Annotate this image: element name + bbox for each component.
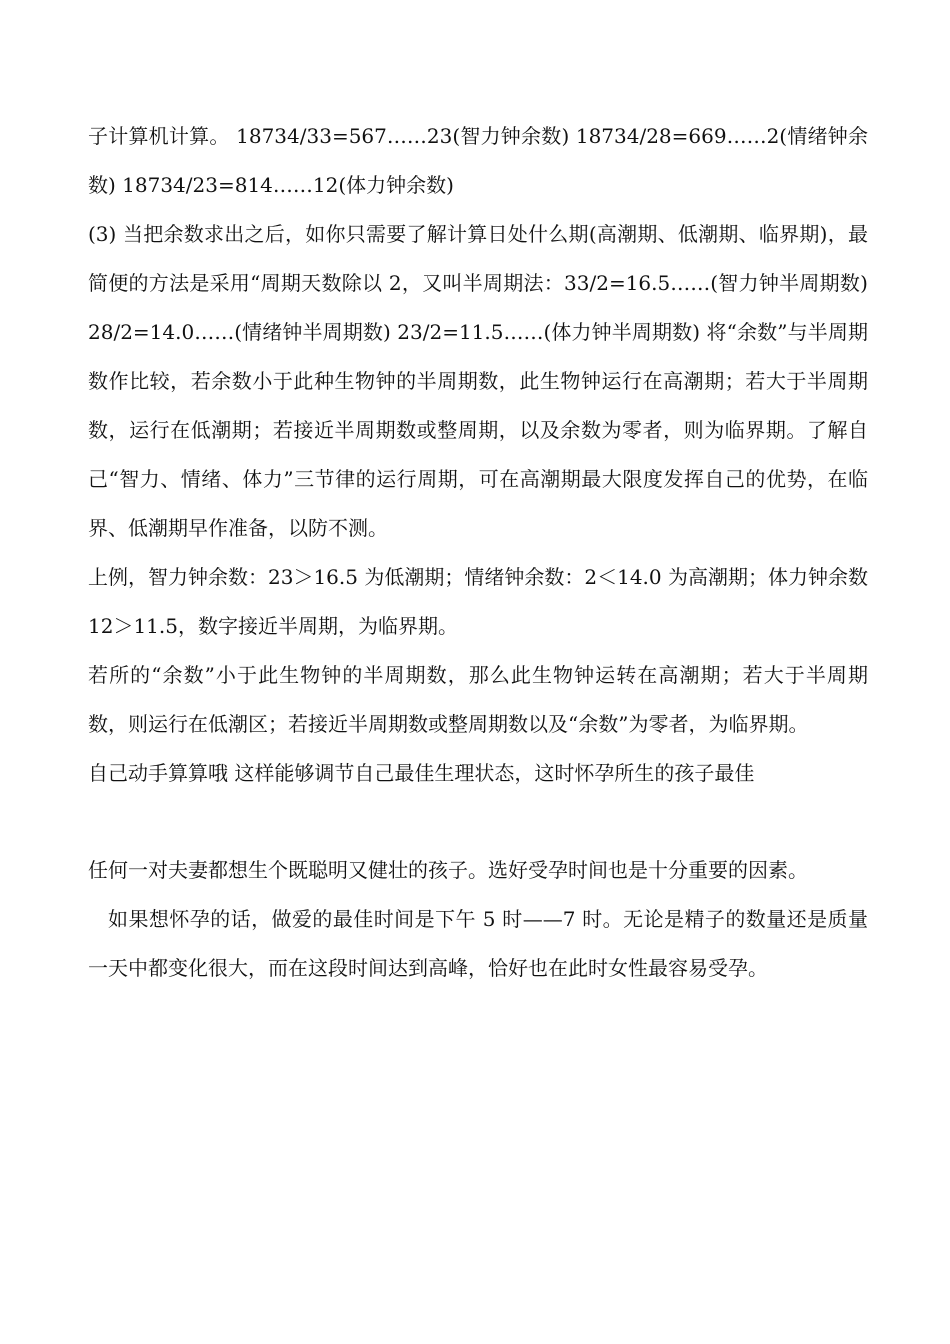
paragraph-rule-summary: 若所的“余数”小于此生物钟的半周期数，那么此生物钟运转在高潮期；若大于半周期数，则运行在低潮区；若接近半周期数或整周期数以及“余数”为零者，为临界期。 xyxy=(88,663,868,736)
paragraph-best-time: 如果想怀孕的话，做爱的最佳时间是下午 5 时——7 时。无论是精子的数量还是质量一天中都变化很大，而在这段时间达到高峰，恰好也在此时女性最容易受孕。 xyxy=(88,907,868,980)
section-spacer xyxy=(88,798,868,846)
paragraph-intro-conception: 任何一对夫妻都想生个既聪明又健壮的孩子。选好受孕时间也是十分重要的因素。 xyxy=(88,858,808,882)
document-page xyxy=(88,112,868,993)
paragraph-advice: 自己动手算算哦 这样能够调节自己最佳生理状态，这时怀孕所生的孩子最佳 xyxy=(88,761,755,785)
paragraph-calculation: 子计算机计算。 18734/33=567……23(智力钟余数) 18734/28=669……2(情绪钟余数) 18734/23=814……12(体力钟余数) xyxy=(88,124,868,197)
paragraph-half-period-method: (3) 当把余数求出之后，如你只需要了解计算日处什么期(高潮期、低潮期、临界期)，最简便的方法是采用“周期天数除以 2，又叫半周期法：33/2=16.5……(智力钟半周期数) 28/2=14.0……(情绪钟半周期数) 23/2=11.5……(体力钟半周期数) 将“余数”与半周期数作比较，若余数小于此种生物钟的半周期数，此生物钟运行在高潮期；若大于半周期数，运行在低潮期；若接近半周期数或整周期，以及余数为零者，则为临界期。了解自己“智力、情绪、体力”三节律的运行周期，可在高潮期最大限度发挥自己的优势，在临界、低潮期早作准备，以防不测。 xyxy=(88,222,868,540)
paragraph-example: 上例，智力钟余数：23＞16.5 为低潮期；情绪钟余数：2＜14.0 为高潮期；体力钟余数 12＞11.5，数字接近半周期，为临界期。 xyxy=(88,565,868,638)
